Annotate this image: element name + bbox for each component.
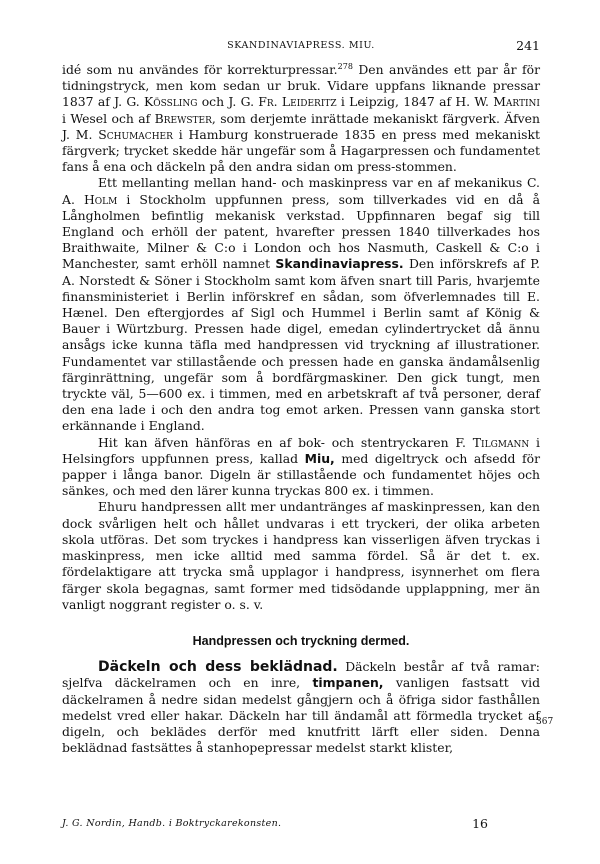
text-run: Ehuru handpressen allt mer undantränges af maskinpressen, kan den dock svårligen helt och hållet undvaras i ett tryckeri, der olika arbeten skola utföras. Det som tryckes i handpress kan visserligen äfven tryckas i maskinpress, men icke alltid med samma fördel. Så är det t. ex. fördelaktigare att trycka små upplagor i handpress, isynnerhet om flera färger skola begagnas, samt former med tidsödande upplappning, mer än vanligt noggrant register o. s. v. bbox=[62, 499, 540, 612]
paragraph-4 bbox=[62, 499, 540, 612]
person-name: Schumacher bbox=[98, 126, 173, 142]
margin-note-number: 367 bbox=[536, 717, 554, 727]
paragraph-2 bbox=[62, 175, 540, 434]
paragraph-1 bbox=[62, 62, 540, 175]
text-run: i Wesel och af bbox=[62, 110, 155, 126]
running-title: SKANDINAVIAPRESS. MIU. bbox=[227, 40, 375, 51]
person-name: Brewster bbox=[154, 110, 212, 126]
page-header bbox=[62, 38, 540, 54]
text-run: och J. G. bbox=[197, 94, 259, 110]
emphasized-term: Miu, bbox=[304, 450, 335, 466]
text-run: , som derjemte inrättade mekaniskt färgverk. Äfven J. M. bbox=[62, 110, 540, 142]
page-number: 241 bbox=[516, 38, 540, 53]
person-name: Fr. Leideritz bbox=[258, 94, 337, 110]
page-footer bbox=[62, 816, 540, 832]
text-run: i Leipzig, 1847 af H. W. bbox=[336, 94, 494, 110]
text-run: vanligen fastsatt vid däckelramen å nedre sidan medelst gångjern och å öfriga sidor fasthållen medelst vred eller hakar. Däckeln har till ändamål att förmedla trycket af digeln, och beklädes derför med knutfritt lärft eller siden. Denna beklädnad fastsättes å stanhopepressar medelst starkt klister, bbox=[62, 675, 541, 756]
footnote-reference: 278 bbox=[337, 61, 353, 71]
text-run: idé som nu användes för korrekturpressar. bbox=[62, 62, 338, 77]
text-run: Den införskrefs af P. A. Norstedt & Söner i Stockholm samt kom äfven snart till Paris, hvarjemte finansministeriet i Berlin införskref en sådan, som öfverlemnades till E. Hænel. Den eftergjordes af Sigl och Hummel i Berlin samt af König & Bauer i Würtzburg. Pressen hade digel, emedan cylindertrycket då ännu ansågs icke kunna täfla med handpressen vid tryckning af illustrationer. Fundamentet var stillastående och pressen hade en ganska ändamålsenlig färginrättning, ungefär som å bordfärgmaskiner. Den gick tungt, men tryckte väl, 5—600 ex. i timmen, med en arbetskraft af två personer, deraf den ena lade i och den andra tog emot arken. Pressen vann ganska stort erkännande i England. bbox=[62, 256, 540, 434]
body-text bbox=[62, 62, 540, 756]
person-name: Martini bbox=[493, 94, 540, 110]
section-heading: Handpressen och tryckning dermed. bbox=[192, 633, 410, 648]
text-run: Ett mellanting mellan hand- och maskinpress var en af mekanikus C. A. bbox=[62, 175, 540, 207]
text-run: i Hamburg konstruerade 1835 en press med mekaniskt färgverk; trycket skedde här ungefär som å Hagarpressen och fundamentet fans å ena och däckeln på den andra sidan om press-stommen. bbox=[62, 126, 540, 175]
person-name: Tilgmann bbox=[472, 434, 530, 450]
emphasized-term: Skandinaviapress. bbox=[275, 256, 404, 272]
text-run: Däckeln består af två ramar: sjelfva däckelramen och en inre, bbox=[62, 659, 540, 691]
text-run: Den användes ett par år för tidningstryck, men kom sedan ur bruk. Vidare uppfans liknande pressar 1837 af J. G. bbox=[62, 62, 540, 110]
text-run: i Stockholm uppfunnen press, som tillverkades vid en då å Långholmen befintlig mekanisk verkstad. Uppfinnaren begaf sig till England och erhöll der patent, hvarefter pressen 1840 tillverkades hos Braithwaite, Milner & C:o i London och hos Nasmuth, Caskell & C:o i Manchester, samt erhöll namnet bbox=[62, 191, 541, 272]
paragraph-3 bbox=[62, 435, 540, 500]
paragraph-5 bbox=[62, 659, 540, 756]
subsection-heading: Däckeln och dess beklädnad. bbox=[98, 659, 338, 676]
emphasized-term: timpanen, bbox=[312, 675, 384, 691]
text-run: med digeltryck och afsedd för papper i långa banor. Digeln är stillastående och fundamentet höjes och sänkes, och med den lärer kunna tryckas 800 ex. i timmen. bbox=[62, 450, 540, 499]
text-run: i Helsingfors uppfunnen press, kallad bbox=[62, 434, 541, 466]
person-name: Kössling bbox=[144, 94, 198, 110]
text-run: Hit kan äfven hänföras en af bok- och stentryckaren F. bbox=[98, 434, 473, 450]
signature-mark: 16 bbox=[472, 816, 488, 831]
person-name: Holm bbox=[83, 191, 118, 207]
footer-source: J. G. Nordin, Handb. i Boktryckarekonsten. bbox=[62, 818, 282, 829]
